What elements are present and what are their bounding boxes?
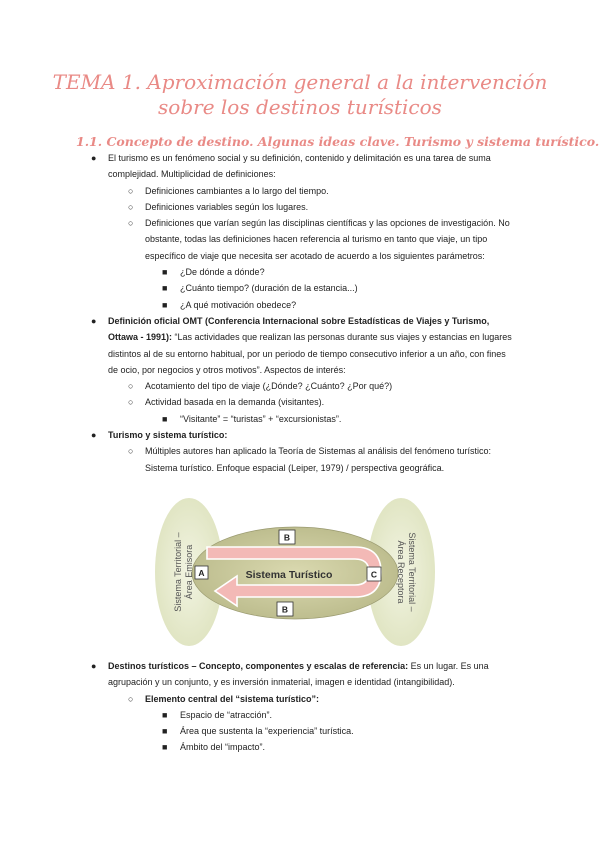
bold-lead: Elemento central del “sistema turístico”: [145,693,320,704]
list-text [108,427,518,443]
list-text: Definiciones cambiantes a lo largo del tiempo. [145,185,329,196]
bold-lead: Destinos turísticos – Concepto, componentes y escalas de referencia: [108,661,409,671]
circle-bullet-icon: ○ [128,693,134,704]
circle-bullet-icon: ○ [128,381,134,392]
bullet-icon: ● [91,430,97,441]
list-text: Definiciones que varían según las disciplinas científicas y las opciones de investigación. No obstante, todas las definiciones hacen referencia al turismo en tanto que viaje, un tipo específico de viaje que necesita ser acotado de acuerdo a los siguientes parámetros: [145,218,510,261]
box-c-label: C [370,569,378,580]
bullet-icon: ● [91,661,97,671]
document-body-lower [0,658,600,756]
emitting-area-label-2: Área Emisora [184,544,194,600]
list-text: Acotamiento del tipo de viaje (¿Dónde? ¿Cuánto? ¿Por qué?) [145,381,393,392]
page-title: TEMA 1. Aproximación general a la intervención sobre los destinos turísticos [52,70,548,119]
tourism-system-diagram [145,495,445,650]
box-b-bottom-label: B [281,604,289,615]
list-item [0,199,600,215]
list-text: Área que sustenta la “experiencia” turística. [180,726,354,737]
list-item [0,707,600,723]
bold-lead: Turismo y sistema turístico: [108,430,228,441]
circle-bullet-icon: ○ [128,446,134,457]
list-text: Múltiples autores han aplicado la Teoría de Sistemas al análisis del fenómeno turístico: Sistema turístico. Enfoque espacial (Leiper, 1979) / perspectiva geográfica. [145,446,492,473]
list-item [0,150,600,183]
list-item [0,739,600,755]
list-text: Definiciones variables según los lugares. [145,201,309,212]
list-text: ¿De dónde a dónde? [180,267,265,278]
square-bullet-icon: ■ [162,267,168,278]
section-heading: 1.1. Concepto de destino. Algunas ideas clave. Turismo y sistema turístico. [76,134,600,149]
receiving-area-label-2: Área Receptora [396,540,406,604]
list-item [0,183,600,199]
receiving-area-label-1: Sistema Territorial – [407,532,417,612]
bullet-icon: ● [91,153,97,163]
list-item [0,427,600,443]
box-a-label: A [198,568,205,578]
list-item [0,297,600,313]
list-text [145,691,518,707]
list-item [0,394,600,410]
square-bullet-icon: ■ [162,299,168,310]
circle-bullet-icon: ○ [128,201,134,212]
list-text: Espacio de “atracción”. [180,709,273,720]
diagram-center-label: Sistema Turístico [245,569,333,581]
list-text: “Visitante” = “turistas” + “excursionistas”. [180,413,342,424]
paragraph-tourism-definition: El turismo es un fenómeno social y su definición, contenido y delimitación es una tarea de suma complejidad. Multiplicidad de definiciones: [108,153,491,180]
paragraph-text: Es un lugar. Es una agrupación y un conjunto, y es inversión inmaterial, imagen e identidad (intangibilidad). [108,661,489,688]
paragraph-omt-definition [108,313,518,378]
document-body [0,150,600,476]
bold-lead: Definición oficial OMT (Conferencia Internacional sobre Estadísticas de Viajes y Turismo, Ottawa - 1991): [108,315,490,343]
list-text: Actividad basada en la demanda (visitantes). [145,397,325,408]
square-bullet-icon: ■ [162,726,168,737]
paragraph-text: “Las actividades que realizan las personas durante sus viajes y estancias en lugares distintos al de su entorno habitual, por un periodo de tiempo consecutivo inferior a un año, con fines de ocio, por negocios y otros motivos”. Aspectos de interés: [108,332,512,375]
square-bullet-icon: ■ [162,709,168,720]
square-bullet-icon: ■ [162,413,168,424]
emitting-area-label-1: Sistema Territorial – [173,532,183,612]
list-text: ¿A qué motivación obedece? [180,299,297,310]
bullet-icon: ● [91,315,97,326]
list-item [0,443,600,476]
circle-bullet-icon: ○ [128,397,134,408]
list-item [0,215,600,264]
square-bullet-icon: ■ [162,742,168,753]
paragraph-destinations [108,658,518,691]
list-item [0,264,600,280]
list-item [0,691,600,707]
list-item [0,723,600,739]
list-item [0,411,600,427]
box-b-top-label: B [283,532,291,543]
list-item [0,313,600,378]
circle-bullet-icon: ○ [128,218,134,229]
list-item [0,658,600,691]
list-text: Ámbito del “impacto”. [180,742,266,753]
list-text: ¿Cuánto tiempo? (duración de la estancia...) [180,283,358,294]
circle-bullet-icon: ○ [128,185,134,196]
list-item [0,378,600,394]
list-item [0,280,600,296]
square-bullet-icon: ■ [162,283,168,294]
